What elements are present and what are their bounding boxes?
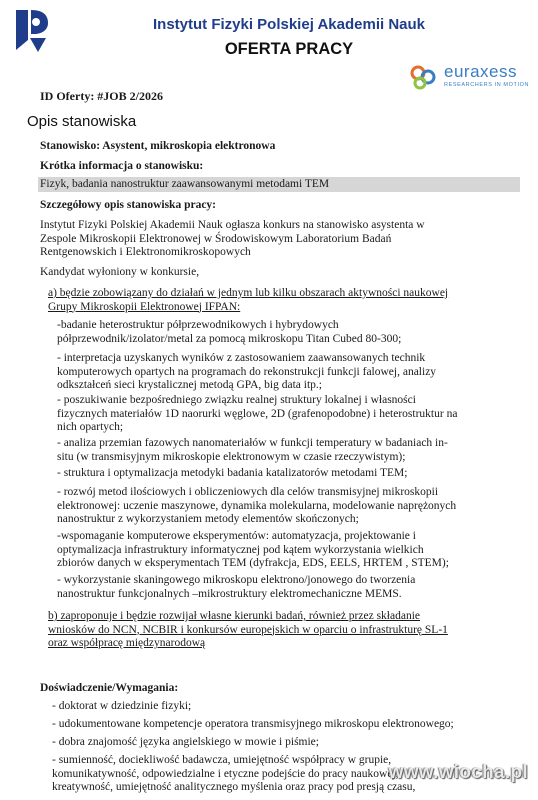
point-a-item: -wspomaganie komputerowe eksperymentów: automatyzacja, projektowanie i optymalizacja infrastruktury informatycznej pod kątem wykorzystania wielkich zbiorów danych w eksperymentach TEM (dyfrakcja, EDS, EELS, HRTEM , STEM); xyxy=(57,530,449,569)
watermark: www.wiocha.pl xyxy=(388,762,528,783)
institute-title: Instytut Fizyki Polskiej Akademii Nauk xyxy=(152,16,426,33)
requirements-label: Doświadczenie/Wymagania: xyxy=(40,682,179,694)
point-a-item: - struktura i optymalizacja metodyki badania katalizatorów metodami TEM; xyxy=(57,467,408,479)
candidate-line: Kandydat wyłoniony w konkursie, xyxy=(40,266,200,278)
euraxess-wordmark: euraxess xyxy=(444,62,517,81)
point-a-line: a) będzie zobowiązany do działań w jednym lub kilku obszarach aktywności naukowej xyxy=(48,287,449,299)
point-b-line: wniosków do NCN, NCBIR i konkursów europejskich w oparciu o infrastrukturę SL-1 xyxy=(48,623,448,636)
requirement-item: - dobra znajomość języka angielskiego w mowie i piśmie; xyxy=(52,736,319,748)
intro-line: Instytut Fizyki Polskiej Akademii Nauk ogłasza konkurs na stanowisko asystenta w xyxy=(40,219,425,231)
section-title: Opis stanowiska xyxy=(27,113,137,130)
short-info-value: Fizyk, badania nanostruktur zaawansowanymi metodami TEM xyxy=(40,178,330,190)
point-a-line: Grupy Mikroskopii Elektronowej IFPAN: xyxy=(48,300,241,313)
point-a-item: - rozwój metod ilościowych i obliczeniowych dla celów transmisyjnej mikroskopii elektronowej: uczenie maszynowe, dynamika molekularna, modelowanie naprężonych nanostruktur z wykorzystaniem metody elementów skończonych; xyxy=(57,486,457,525)
point-a-item: - wykorzystanie skaningowego mikroskopu elektrono/jonowego do tworzenia nanostruktur funkcjonalnych –mikrostruktury elektromechaniczne MEMS. xyxy=(57,574,416,600)
requirement-item: - udokumentowane kompetencje operatora transmisyjnego mikroskopu elektronowego; xyxy=(52,718,454,730)
intro-line: Rentgenowskich i Elektronomikroskopowych xyxy=(40,246,251,258)
intro-paragraph xyxy=(40,219,425,260)
point-b-line: oraz współpracę międzynarodową xyxy=(48,637,206,649)
point-b xyxy=(48,610,448,651)
intro-line: Zespole Mikroskopii Elektronowej w Środowiskowym Laboratorium Badań xyxy=(40,232,392,245)
point-a-item: - poszukiwanie bezpośredniego związku realnej struktury lokalnej i własności fizycznych materiałów 1D naorurki węglowe, 2D (grafenopodobne) i heterostruktur na nich opartych; xyxy=(57,394,458,433)
short-info-label: Krótka informacja o stanowisku: xyxy=(40,160,204,172)
point-b-line: b) zaproponuje i będzie rozwijał własne kierunki badań, również przez składanie xyxy=(48,610,420,622)
position-line: Stanowisko: Asystent, mikroskopia elektronowa xyxy=(40,140,276,152)
requirement-item: - sumienność, dociekliwość badawcza, umiejętność współpracy w grupie, komunikatywność, odpowiedzialne i etyczne podejście do pracy naukowej, kreatywność, umiejętność analitycznego myślenia oraz pracy pod presją czasu, xyxy=(52,754,416,793)
point-a xyxy=(48,287,448,314)
point-a-item: - interpretacja uzyskanych wyników z zastosowaniem zaawansowanych technik komputerowych opartych na programach do rekonstrukcji funkcji falowej, analizy odkształceń sieci krystalicznej metodą GPA, big data itp.; xyxy=(57,352,437,391)
offer-id: ID Oferty: #JOB 2/2026 xyxy=(40,89,163,103)
detailed-label: Szczegółowy opis stanowiska pracy: xyxy=(40,199,217,211)
requirement-item: - doktorat w dziedzinie fizyki; xyxy=(52,700,192,712)
point-a-item: -badanie heterostruktur półprzewodnikowych i hybrydowych półprzewodnik/izolator/metal za pomocą mikroskopu Titan Cubed 80-300; xyxy=(57,319,402,345)
document-title: OFERTA PRACY xyxy=(224,40,354,58)
euraxess-tagline: RESEARCHERS IN MOTION xyxy=(444,82,530,88)
euraxess-logo xyxy=(408,62,532,92)
point-a-item: - analiza przemian fazowych nanomateriałów w funkcji temperatury w badaniach in- situ (w transmisyjnym mikroskopie elektronowym w czasie rzeczywistym); xyxy=(57,437,448,463)
